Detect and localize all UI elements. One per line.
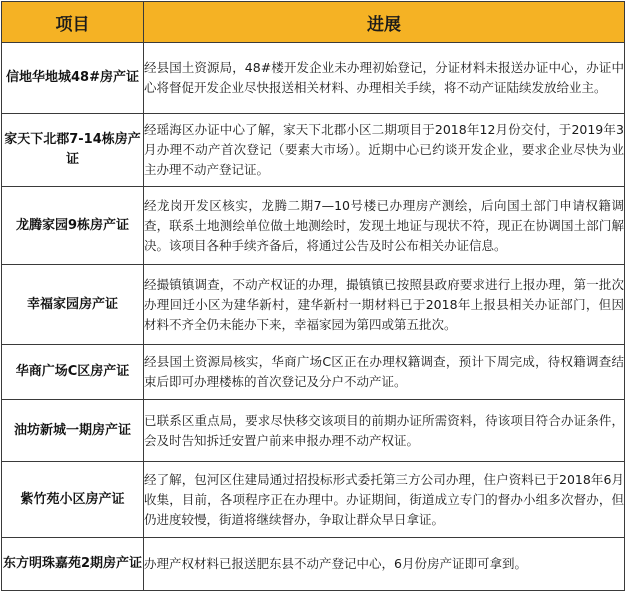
project-name: 信地华地城48#房产证: [2, 43, 144, 114]
table-row: [2, 345, 625, 400]
project-name: 油坊新城一期房产证: [2, 400, 144, 462]
table-row: [2, 265, 625, 345]
header-project: 项目: [2, 2, 144, 43]
progress-text: 经县国土资源局，48#楼开发企业未办理初始登记，分证材料未报送办证中心，办证中心将督促开发企业尽快报送相关材料、办理相关手续，将不动产证陆续发放给业主。: [144, 43, 625, 114]
progress-table: [1, 1, 625, 591]
project-name: 龙腾家园9栋房产证: [2, 187, 144, 265]
table-row: [2, 187, 625, 265]
progress-text: 经龙岗开发区核实，龙腾二期7—10号楼已办理房产测绘，后向国土部门申请权籍调查，联系土地测绘单位做土地测绘时，发现土地证与现状不符，现正在协调国土部门解决。该项目各种手续齐备后，将通过公告及时公布相关办证信息。: [144, 187, 625, 265]
project-name: 幸福家园房产证: [2, 265, 144, 345]
progress-text: 经撮镇镇调查，不动产权证的办理，撮镇镇已按照县政府要求进行上报办理，第一批次办理回迁小区为建华新村，建华新村一期材料已于2018年上报县相关办证部门，但因材料不齐全仍未能办下来，幸福家园为第四或第五批次。: [144, 265, 625, 345]
project-name: 紫竹苑小区房产证: [2, 462, 144, 538]
table-header-row: [2, 2, 625, 43]
table-row: [2, 400, 625, 462]
header-progress: 进展: [144, 2, 625, 43]
progress-text: 经瑶海区办证中心了解，家天下北郡小区二期项目于2018年12月份交付，于2019年3月办理不动产首次登记（要素大市场）。近期中心已约谈开发企业，要求企业尽快为业主办理不动产登记证。: [144, 114, 625, 187]
table-row: [2, 538, 625, 591]
progress-text: 已联系区重点局，要求尽快移交该项目的前期办证所需资料，待该项目符合办证条件，会及时告知拆迁安置户前来申报办理不动产权证。: [144, 400, 625, 462]
project-name: 华商广场C区房产证: [2, 345, 144, 400]
progress-text: 办理产权材料已报送肥东县不动产登记中心，6月份房产证即可拿到。: [144, 538, 625, 591]
table-row: [2, 114, 625, 187]
table-row: [2, 462, 625, 538]
project-name: 家天下北郡7-14栋房产证: [2, 114, 144, 187]
progress-text: 经了解，包河区住建局通过招投标形式委托第三方公司办理，住户资料已于2018年6月收集，目前，各项程序正在办理中。办证期间，街道成立专门的督办小组多次督办，但仍进度较慢，街道将继续督办，争取让群众早日拿证。: [144, 462, 625, 538]
progress-text: 经县国土资源局核实，华商广场C区正在办理权籍调查，预计下周完成，待权籍调查结束后即可办理楼栋的首次登记及分户不动产证。: [144, 345, 625, 400]
project-name: 东方明珠嘉苑2期房产证: [2, 538, 144, 591]
table-row: [2, 43, 625, 114]
